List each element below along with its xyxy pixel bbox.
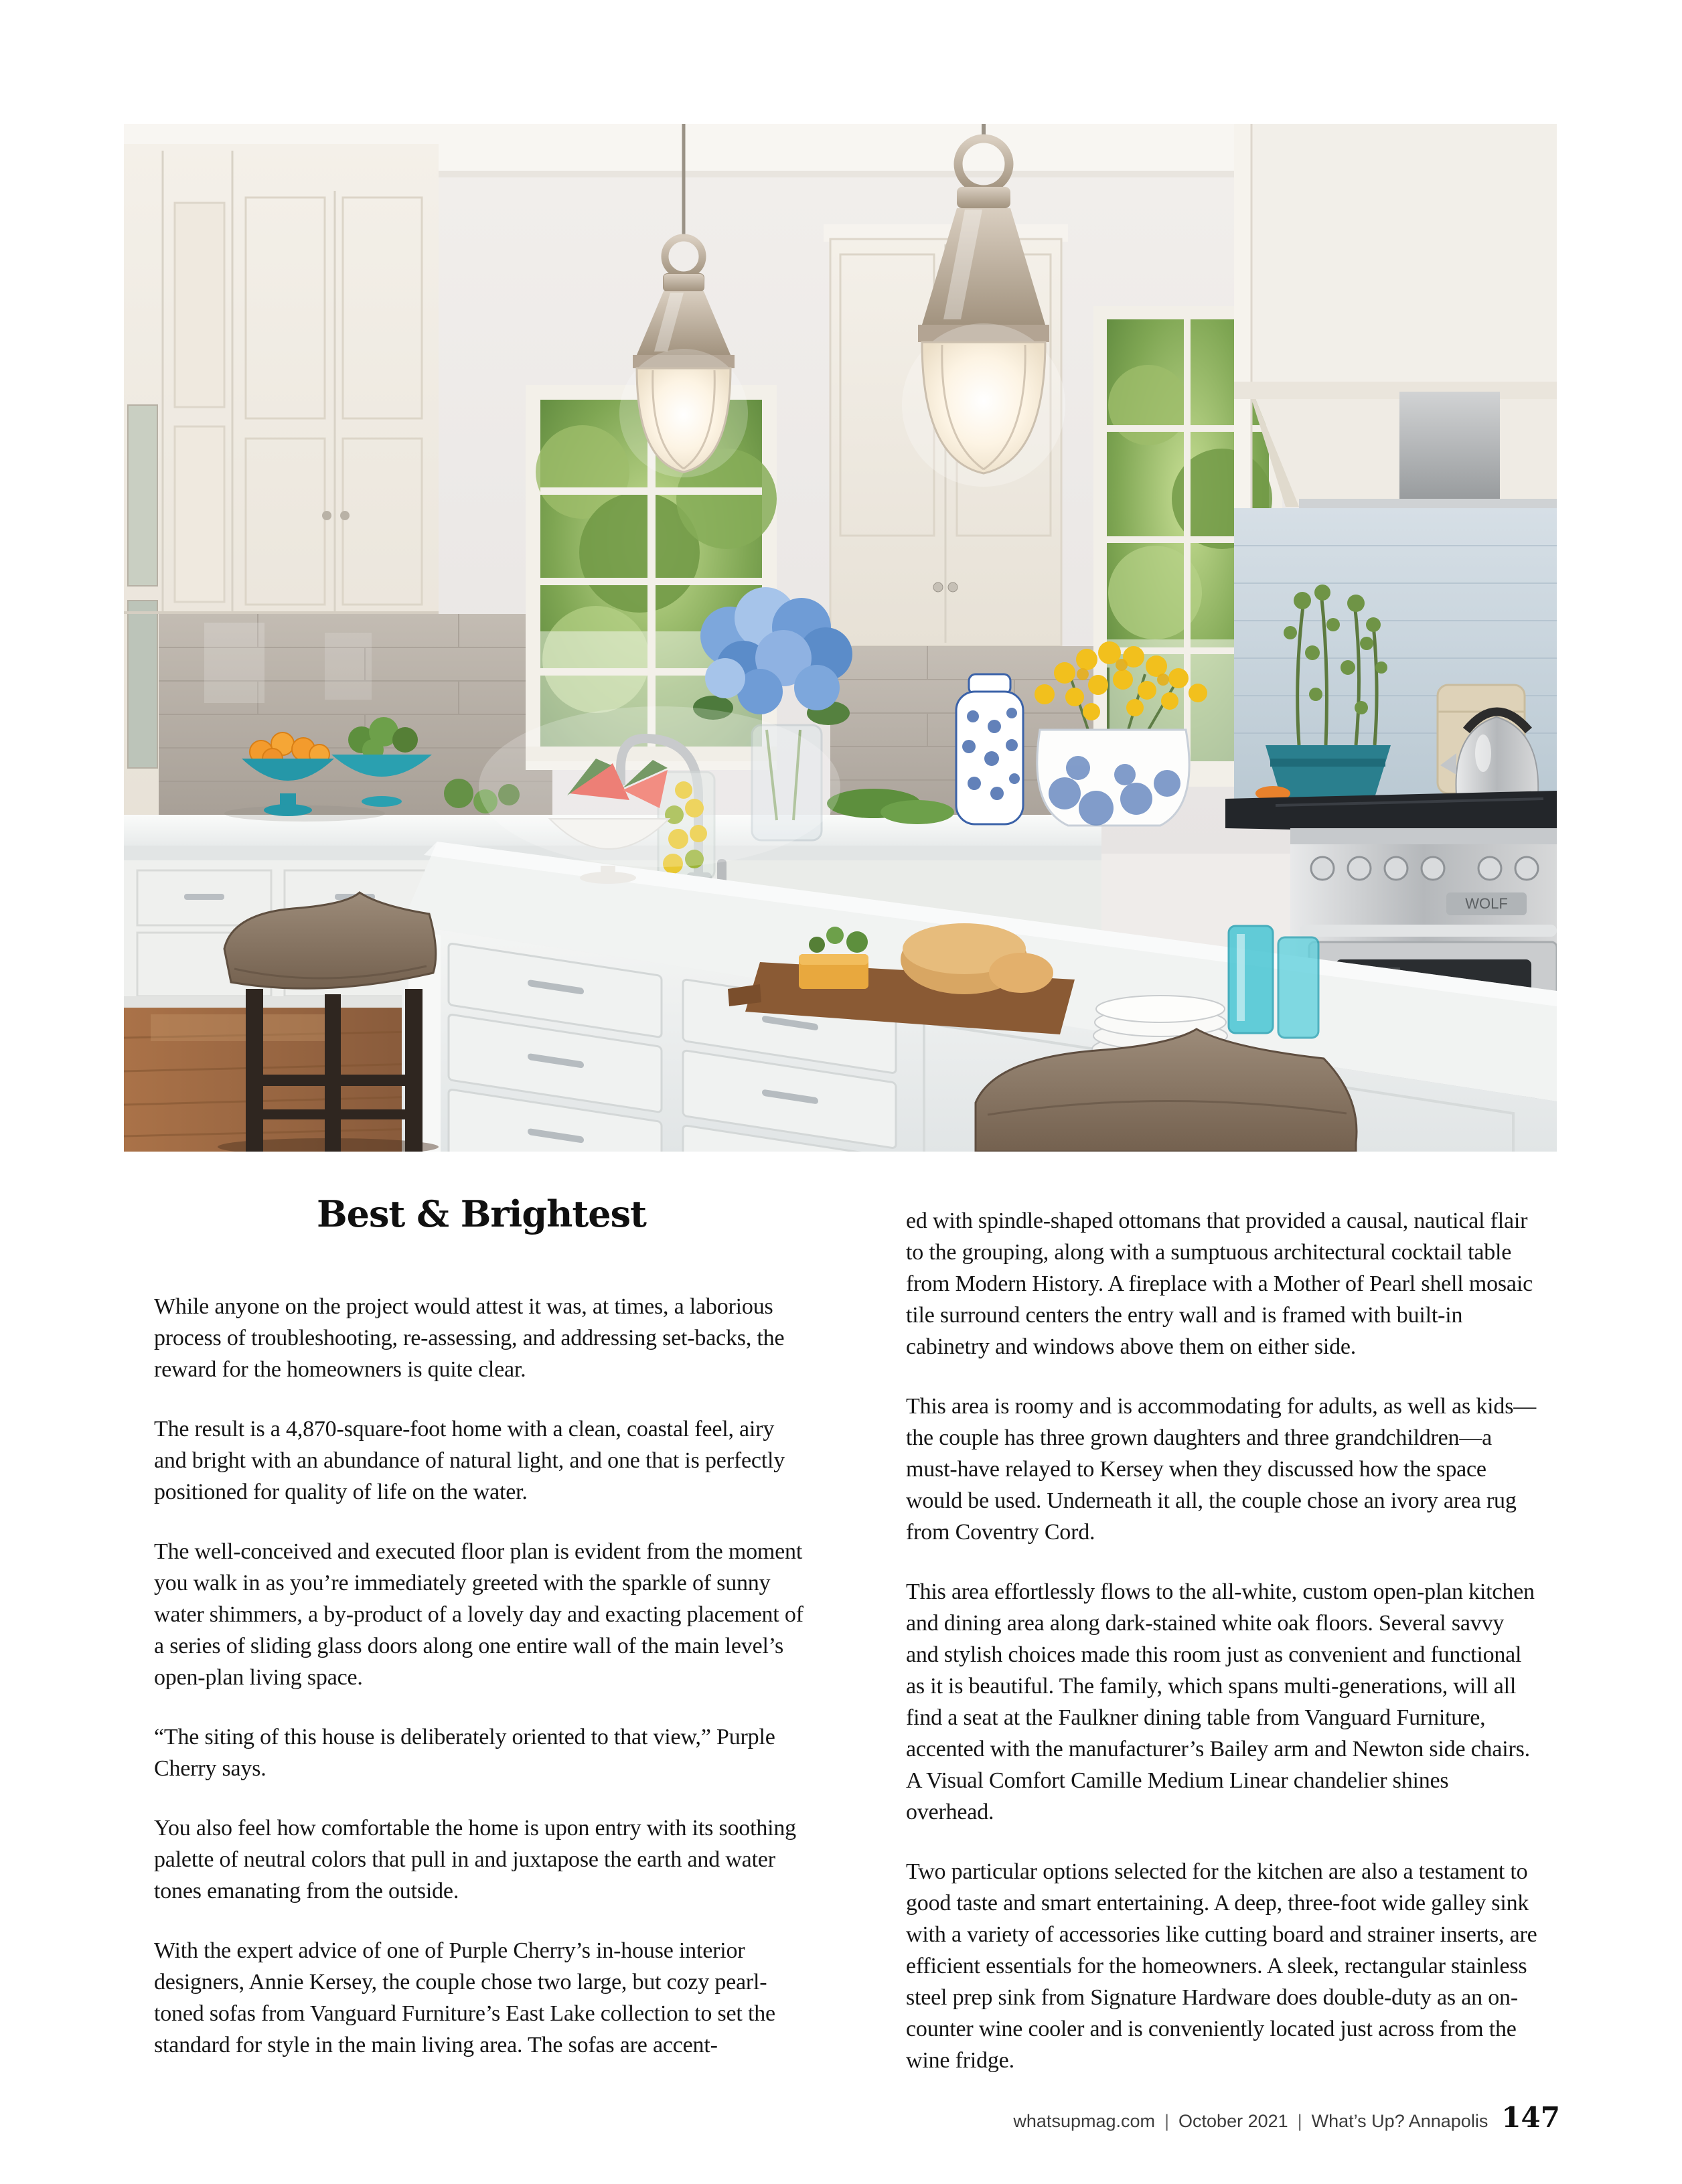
footer-site: whatsupmag.com: [1013, 2111, 1156, 2131]
paragraph: Two particular options selected for the kitchen are also a testament to good taste and smart entertaining. A deep, three-foot wide galley sink with a variety of accessories like cutting board and strainer inserts, are efficient essentials for the homeowners. A sleek, rectangular stainless steel prep sink from Signature Hardware does double-duty as an on-counter wine cooler and is conveniently located just across from the wine fridge.: [906, 1859, 1537, 2073]
article-title: Best & Brightest: [317, 1192, 646, 1235]
paragraph: The well-conceived and executed floor plan is evident from the moment you walk in as you’re immediately greeted with the sparkle of sunny water shimmers, a by-product of a lovely day and exacting placement of a series of sliding glass doors along one entire wall of the main level’s open-plan living space.: [154, 1539, 804, 1690]
range-hood: [1234, 124, 1557, 516]
paragraph: ed with spindle-shaped ottomans that provided a causal, nautical flair to the grouping, along with a sumptuous architectural cocktail table from Modern History. A fireplace with a Mother of Pearl shell mosaic tile surround centers the entry wall and is framed with built-in cabinetry and windows above them on either side.: [906, 1208, 1533, 1359]
paragraph: You also feel how comfortable the home is upon entry with its soothing palette of neutral colors that pull in and juxtapose the earth and water tones emanating from the outside.: [154, 1816, 796, 1903]
paragraph: With the expert advice of one of Purple Cherry’s in-house interior designers, Annie Kersey, the couple chose two large, but cozy pearl-toned sofas from Vanguard Furniture’s East Lake collection to set the standard for style in the main living area. The sofas are accent-: [154, 1938, 775, 2057]
footer-publication: What’s Up? Annapolis: [1311, 2111, 1488, 2131]
paragraph: The result is a 4,870-square-foot home with a clean, coastal feel, airy and bright with an abundance of natural light, and one that is perfectly positioned for quality of life on the water.: [154, 1417, 785, 1504]
page-number: 147: [1501, 2101, 1560, 2134]
page-footer: [1013, 2101, 1560, 2134]
range-brand-label: WOLF: [1465, 895, 1508, 912]
paragraph: This area effortlessly flows to the all-white, custom open-plan kitchen and dining area along dark-stained white oak floors. Several savvy and stylish choices made this room just as convenient and functional as it is beautiful. The family, which spans multi-generations, will all find a seat at the Faulkner dining table from Vanguard Furniture, accented with the manufacturer’s Bailey arm and Newton side chairs. A Visual Comfort Camille Medium Linear chandelier shines overhead.: [906, 1579, 1535, 1824]
kitchen-photo: [124, 124, 1557, 1152]
bar-stool-left: [218, 892, 439, 1152]
kitchen-photo-art: [124, 124, 1557, 1152]
footer-separator: |: [1297, 2111, 1302, 2131]
footer-separator: |: [1164, 2111, 1170, 2131]
right-column: [906, 1205, 1539, 2104]
footer-issue: October 2021: [1178, 2111, 1288, 2131]
flower-vase: [1035, 641, 1207, 826]
ginger-jar: [956, 674, 1023, 824]
paragraph: This area is roomy and is accommodating for adults, as well as kids—the couple has three grown daughters and three grandchildren—a must-have relayed to Kersey when they discussed how the space would be used. Underneath it all, the couple chose an ivory area rug from Coventry Cord.: [906, 1394, 1537, 1545]
left-column: [154, 1193, 809, 2089]
sunlight-bloom: [479, 706, 840, 867]
aqua-glasses: [1229, 926, 1318, 1038]
paragraph: While anyone on the project would attest it was, at times, a laborious process of troubleshooting, re-assessing, and addressing set-backs, the reward for the homeowners is quite clear.: [154, 1294, 785, 1382]
paragraph: “The siting of this house is deliberately oriented to that view,” Purple Cherry says.: [154, 1725, 775, 1781]
